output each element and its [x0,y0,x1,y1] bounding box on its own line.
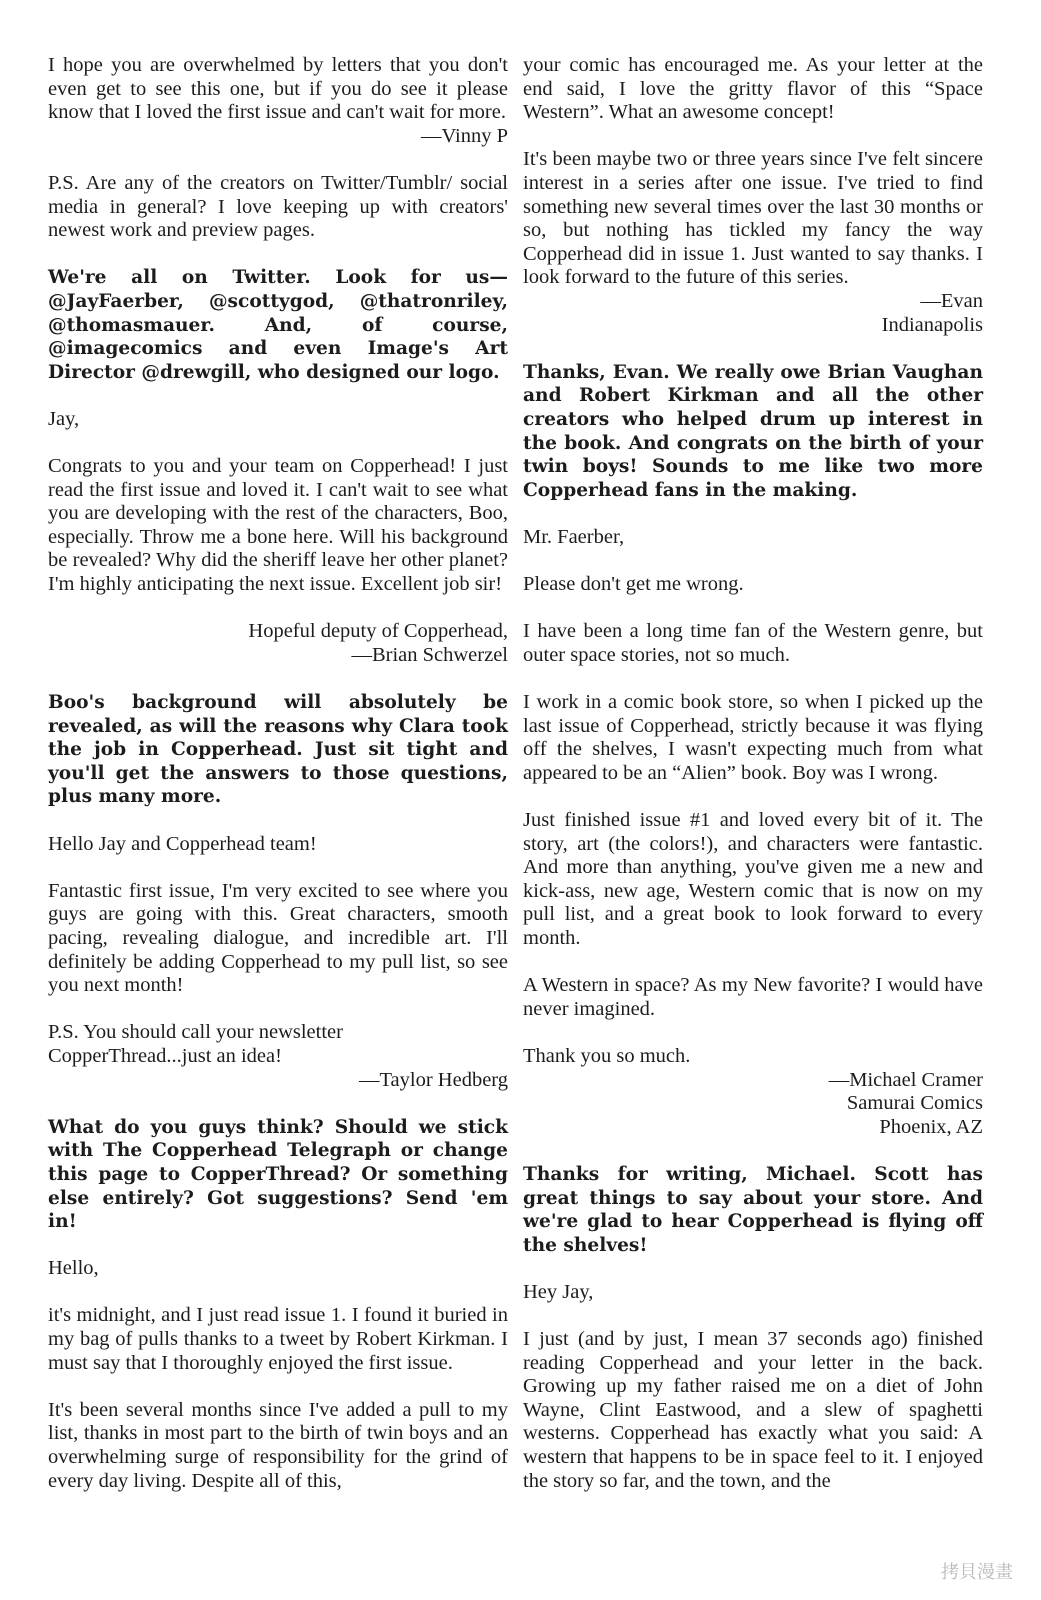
letter-signature: —Evan [920,289,983,312]
letter-signature: —Vinny P [420,124,508,147]
letter-salutation: Hello Jay and Copperhead team! [48,832,317,855]
editor-reply: What do you guys think? Should we stick with The Copperhead Telegraph or change this page to CopperThread? Or something else entirely? Got suggestions? Send 'em in! [48,1116,508,1233]
letter-paragraph: Just finished issue #1 and loved every bit of it. The story, art (the colors!), and characters were fantastic. And more than anything, you've given me a new and kick-ass, new age, Western comic that is now on my pull list, and a great book to look forward to every month. [523,809,983,949]
editor-reply: We're all on Twitter. Look for us—@JayFaerber, @scottygod, @thatronriley, @thomasmauer. And, of course, @imagecomics and even Image's Art Director @drewgill, who designed our logo. [48,267,508,383]
letter-paragraph: I just (and by just, I mean 37 seconds ago) finished reading Copperhead and your letter in the back. Growing up my father raised me on a diet of John Wayne, Clint Eastwood, and a slew of spaghetti westerns. Copperhead has exactly what you said: A western that happens to be in space feel to it. I enjoyed the story so far, and the town, and the [523,1328,983,1492]
letter-paragraph: P.S. You should call your newsletter [48,1021,343,1044]
letter-paragraph: A Western in space? As my New favorite? I would have never imagined. [523,974,983,1020]
letter-paragraph: Congrats to you and your team on Copperhead! I just read the first issue and loved it. I can't wait to see what you are developing with the rest of the characters, Boo, especially. Throw me a bone here. Will his background be revealed? Why did the sheriff leave her other planet? I'm highly anticipating the next issue. Excellent job sir! [48,455,508,596]
letter-signature: Samurai Comics [846,1092,983,1115]
letter-paragraph: It's been several months since I've added a pull to my list, thanks in most part to the birth of twin boys and an overwhelming surge of responsibility for the grind of every day living. Despite all of this, [48,1398,508,1492]
letter-paragraph: it's midnight, and I just read issue 1. I found it buried in my bag of pulls thanks to a tweet by Robert Kirkman. I must say that I thoroughly enjoyed the first issue. [48,1304,508,1374]
editor-reply: Thanks for writing, Michael. Scott has great things to say about your store. And we're glad to hear Copperhead is flying off the shelves! [523,1163,983,1256]
letter-paragraph: your comic has encouraged me. As your letter at the end said, I love the gritty flavor of this “Space Western”. What an awesome concept! [523,54,983,124]
letter-signature: —Taylor Hedberg [358,1068,508,1091]
letter-paragraph: Please don't get me wrong. [523,573,744,596]
letter-salutation: Jay, [48,407,80,430]
letter-paragraph: Thank you so much. [523,1044,691,1067]
letter-signature: Hopeful deputy of Copperhead, [248,620,508,643]
letter-paragraph: CopperThread...just an idea! [48,1044,282,1067]
letter-signature: —Brian Schwerzel [351,643,508,666]
editor-reply: Boo's background will absolutely be revealed, as will the reasons why Clara took the job in Copperhead. Just sit tight and you'll get the answers to those questions, plus many more. [48,692,508,808]
letter-salutation: Mr. Faerber, [523,525,625,548]
letter-paragraph: Fantastic first issue, I'm very excited to see where you guys are going with this. Great characters, smooth pacing, revealing dialogue, and incredible art. I'll definitely be adding Copperhead to my pull list, so see you next month! [48,879,508,997]
letter-salutation: Hello, [48,1257,99,1280]
right-column [523,54,983,1517]
letter-paragraph: I have been a long time fan of the Western genre, but outer space stories, not so much. [523,620,983,666]
watermark: 拷貝漫畫 [941,1562,1013,1583]
left-column [48,54,508,1517]
letter-paragraph: It's been maybe two or three years since I've felt sincere interest in a series after one issue. I've tried to find something new several times over the last 30 months or so, but nothing has tickled my fancy the way Copperhead did in issue 1. Just wanted to say thanks. I look forward to the future of this series. [523,148,983,289]
letter-paragraph: I work in a comic book store, so when I picked up the last issue of Copperhead, strictly because it was flying off the shelves, I wasn't expecting much from what appeared to be an “Alien” book. Boy was I wrong. [523,691,983,784]
editor-reply: Thanks, Evan. We really owe Brian Vaughan and Robert Kirkman and all the other creators who helped drum up interest in the book. And congrats on the birth of your twin boys! Sounds to me like two more Copperhead fans in the making. [523,361,983,501]
letter-signature: —Michael Cramer [828,1068,983,1091]
letter-paragraph: I hope you are overwhelmed by letters that you don't even get to see this one, but if you do see it please know that I loved the first issue and can't wait for more. [48,54,508,124]
letter-signature: Phoenix, AZ [879,1115,983,1138]
letter-signature: Indianapolis [881,313,983,336]
letter-paragraph: P.S. Are any of the creators on Twitter/Tumblr/ social media in general? I love keeping up with creators' newest work and preview pages. [48,171,508,242]
letter-salutation: Hey Jay, [523,1280,594,1303]
